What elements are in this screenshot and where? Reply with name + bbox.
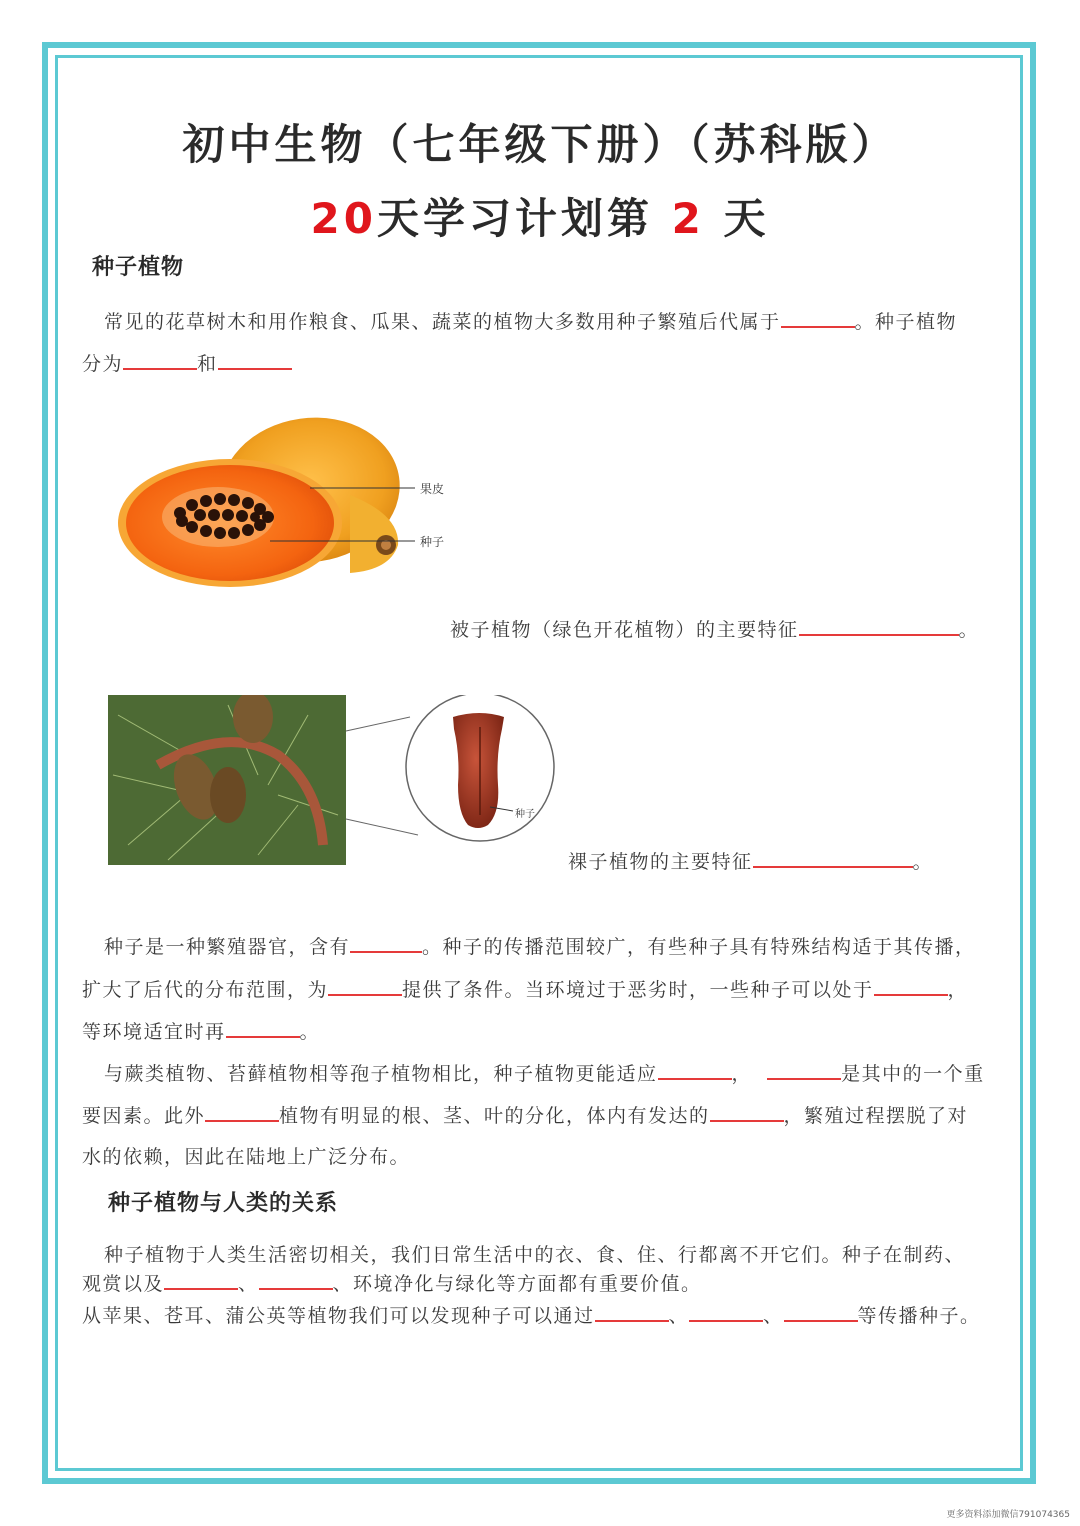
footer-watermark: 更多资料添加微信791074365: [946, 1510, 1070, 1520]
fill-blank[interactable]: [781, 306, 855, 328]
papaya-label-seed: 种子: [420, 535, 445, 549]
title-end: 天: [723, 194, 770, 243]
text: 、: [763, 1305, 784, 1327]
title-line2: [0, 186, 1080, 246]
paragraph-line: [82, 1268, 702, 1296]
fill-blank[interactable]: [164, 1268, 238, 1290]
text: 、: [238, 1273, 259, 1295]
fill-blank[interactable]: [123, 348, 197, 370]
title-mid: 天学习计划第: [376, 194, 653, 243]
angiosperm-question: [450, 614, 979, 642]
paragraph-line: [104, 1058, 985, 1086]
text: 。种子的传播范围较广，有些种子具有特殊结构适于其传播，: [422, 936, 976, 958]
text: 、环境净化与绿化等方面都有重要价值。: [332, 1273, 702, 1295]
text: ，: [731, 1063, 753, 1085]
paragraph-line: [104, 306, 957, 334]
text: 要因素。此外: [82, 1105, 206, 1127]
fill-blank[interactable]: [218, 348, 292, 370]
paragraph-line: [82, 1016, 320, 1044]
text: 、: [668, 1305, 690, 1327]
title-day-total: 20: [310, 194, 377, 243]
text: 等环境适宜时再: [82, 1021, 226, 1043]
fill-blank[interactable]: [328, 974, 402, 996]
text: 被子植物（绿色开花植物）的主要特征: [450, 619, 799, 641]
fill-blank[interactable]: [205, 1100, 279, 1122]
fill-blank[interactable]: [753, 846, 913, 868]
paragraph-line: [104, 1240, 965, 1267]
papaya-label-peel: 果皮: [420, 482, 445, 496]
pine-label-seed: 种子: [515, 809, 535, 820]
paragraph-line: [82, 348, 292, 376]
text: 提供了条件。当环境过于恶劣时，一些种子可以处于: [402, 979, 874, 1001]
text: 。: [958, 619, 980, 641]
text: 观赏以及: [82, 1273, 165, 1295]
section-heading-relationship: 种子植物与人类的关系: [108, 1190, 339, 1216]
fill-blank[interactable]: [689, 1300, 763, 1322]
gymnosperm-question: [568, 846, 933, 874]
paragraph-line: [82, 974, 968, 1002]
fill-blank[interactable]: [710, 1100, 784, 1122]
fill-blank[interactable]: [874, 974, 948, 996]
paragraph-line: [82, 1100, 968, 1128]
text: 与蕨类植物、苔藓植物相等孢子植物相比，种子植物更能适应: [104, 1063, 658, 1085]
text: 等传播种子。: [857, 1305, 981, 1327]
paragraph-line: [104, 931, 976, 959]
text: 裸子植物的主要特征: [568, 851, 753, 873]
text: 和: [197, 353, 218, 375]
paragraph-line: [82, 1300, 981, 1328]
fill-blank[interactable]: [595, 1300, 669, 1322]
text: 植物有明显的根、茎、叶的分化，体内有发达的: [279, 1105, 710, 1127]
text: 。种子植物: [854, 311, 958, 333]
fill-blank[interactable]: [767, 1058, 841, 1080]
section-heading-seed-plants: 种子植物: [92, 254, 185, 280]
paragraph-line: [82, 1142, 410, 1169]
text: 种子植物于人类生活密切相关，我们日常生活中的衣、食、住、行都离不开它们。种子在制药、: [104, 1244, 966, 1266]
papaya-illustration: [110, 405, 460, 605]
text: 种子是一种繁殖器官，含有: [104, 936, 351, 958]
title-day-number: 2: [671, 194, 705, 243]
pine-cone-illustration: [108, 695, 568, 867]
text: ，繁殖过程摆脱了对: [783, 1105, 969, 1127]
title-line1: 初中生物（七年级下册）（苏科版）: [182, 120, 898, 169]
fill-blank[interactable]: [799, 614, 959, 636]
text: 。: [299, 1021, 321, 1043]
text: 。: [912, 851, 934, 873]
text: 是其中的一个重: [841, 1063, 985, 1085]
text: 常见的花草树木和用作粮食、瓜果、蔬菜的植物大多数用种子繁殖后代属于: [104, 311, 781, 333]
text: ，: [947, 979, 969, 1001]
fill-blank[interactable]: [658, 1058, 732, 1080]
fill-blank[interactable]: [259, 1268, 333, 1290]
fill-blank[interactable]: [784, 1300, 858, 1322]
text: 水的依赖，因此在陆地上广泛分布。: [82, 1146, 411, 1168]
text: 从苹果、苍耳、蒲公英等植物我们可以发现种子可以通过: [82, 1305, 595, 1327]
text: 扩大了后代的分布范围，为: [82, 979, 329, 1001]
fill-blank[interactable]: [226, 1016, 300, 1038]
fill-blank[interactable]: [350, 931, 422, 953]
text: 分为: [82, 353, 124, 375]
